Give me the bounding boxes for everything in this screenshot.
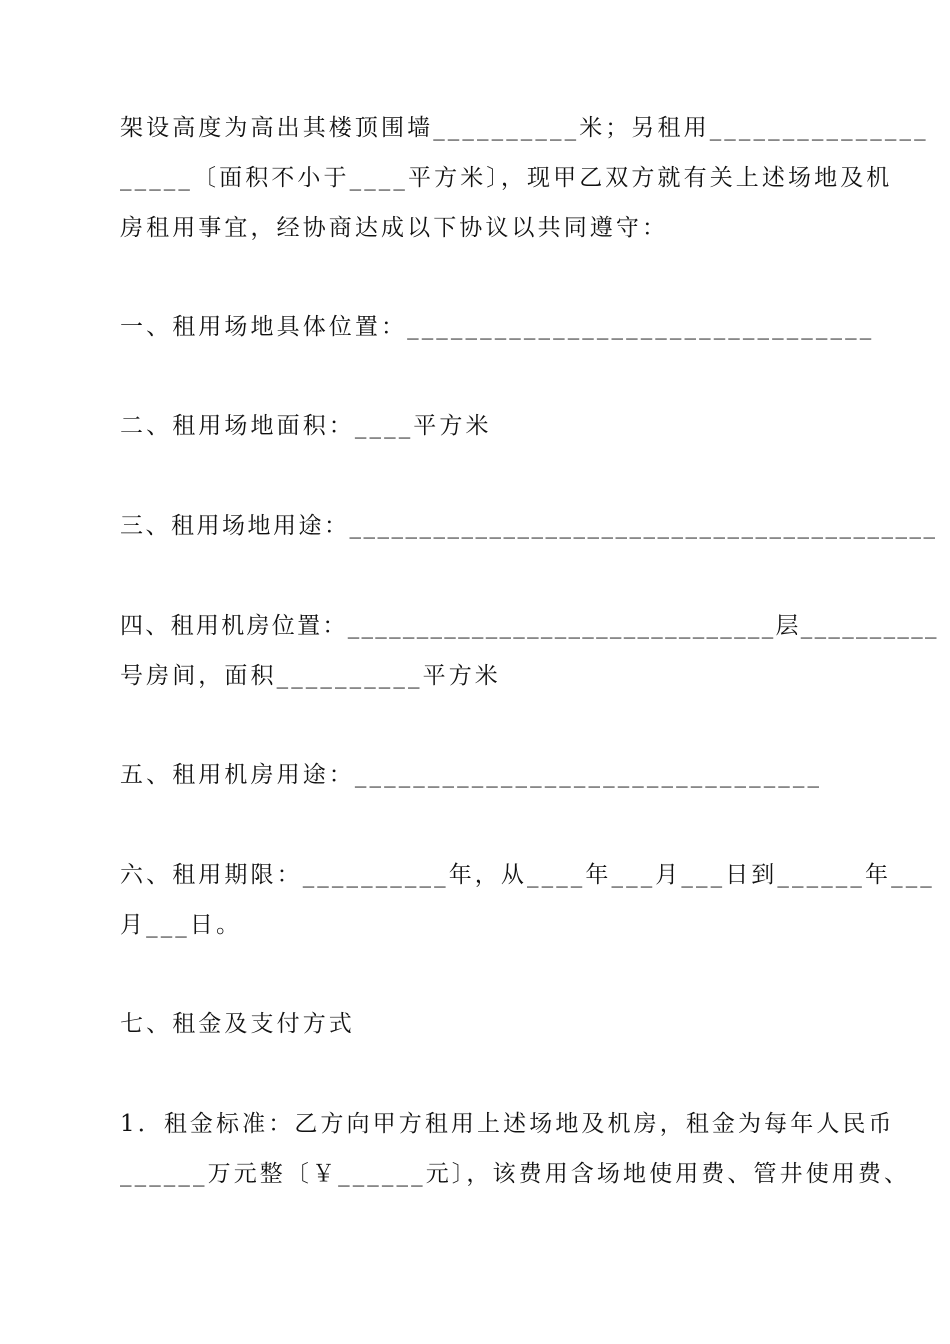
intro-line-2: _____〔面积不小于____平方米〕，现甲乙双方就有关上述场地及机 [120, 165, 893, 191]
clause-room-location-line-1: 四、租用机房位置：_______________________________层__________ [120, 613, 939, 639]
clause-term-line-2: 月___日。 [120, 912, 243, 938]
clause-site-use: 三、租用场地用途：__________________________________________ [120, 513, 938, 539]
clause-site-location: 一、租用场地具体位置：________________________________ [120, 314, 875, 340]
clause-rent-standard-line-2: ______万元整〔￥______元〕，该费用含场地使用费、管井使用费、 [120, 1161, 911, 1187]
clause-room-location-line-2: 号房间，面积__________平方米 [120, 663, 501, 689]
intro-line-1: 架设高度为高出其楼顶围墙__________米；另租用_______________ [120, 115, 929, 141]
clause-room-use: 五、租用机房用途：________________________________ [120, 762, 823, 788]
clause-rent-standard-line-1: 1．租金标准：乙方向甲方租用上述场地及机房，租金为每年人民币 [120, 1111, 895, 1137]
intro-line-3: 房租用事宜，经协商达成以下协议以共同遵守： [120, 215, 669, 241]
clause-rent-heading: 七、租金及支付方式 [120, 1011, 355, 1037]
clause-site-area: 二、租用场地面积：____平方米 [120, 413, 492, 439]
clause-term-line-1: 六、租用期限：__________年，从____年___月___日到______年___ [120, 862, 935, 888]
